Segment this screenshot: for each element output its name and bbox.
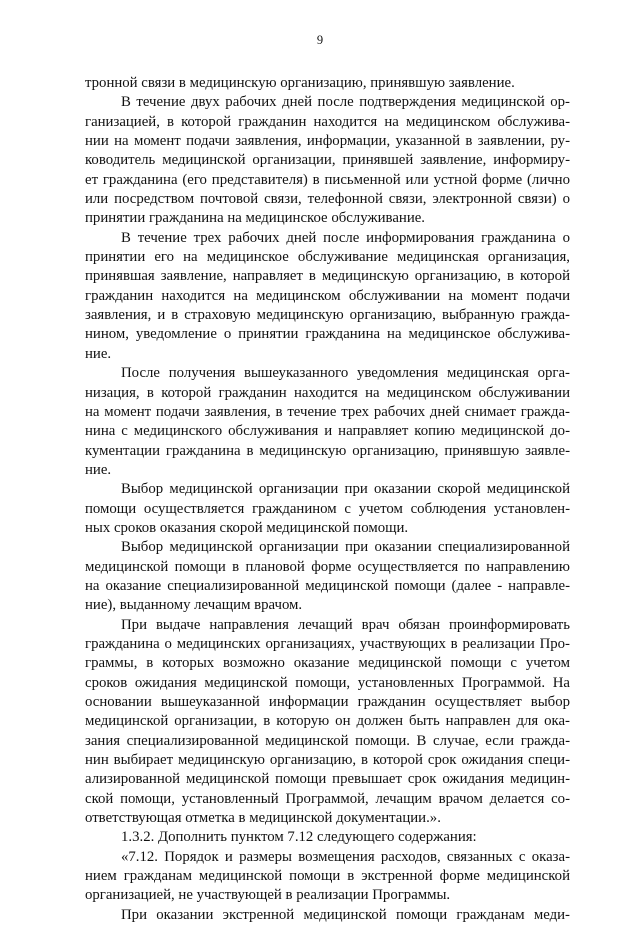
text-line: тронной связи в медицинскую организацию, принявшую заявление.: [85, 75, 515, 91]
text-line: гражданина о медицинских организациях, участвующих в реализации Про-: [85, 635, 570, 652]
page-number: 9: [316, 33, 324, 47]
text-line: на момент подачи заявления, в течение трех рабочих дней снимает гражда-: [85, 403, 570, 420]
text-line: Выбор медицинской организации при оказании специализированной: [121, 539, 570, 556]
text-line: заявления, и в страховую медицинскую организацию, выбранную гражда-: [85, 307, 570, 324]
text-line: сроков ожидания медицинской помощи, установленных Программой. На: [85, 674, 570, 691]
text-line: Выбор медицинской организации при оказании скорой медицинской: [121, 481, 570, 498]
text-line: При выдаче направления лечащий врач обязан проинформировать: [121, 616, 570, 633]
text-line: ской помощи, установленный Программой, лечащим врачом делается со-: [85, 790, 570, 807]
text-line: организацией, не участвующей в реализации Программы.: [85, 887, 451, 904]
text-line: нина с медицинского обслуживания и направляет копию медицинской до-: [85, 423, 570, 440]
text-line: В течение трех рабочих дней после информирования гражданина о: [121, 229, 570, 246]
text-line: на оказание специализированной медицинской помощи (далее - направле-: [85, 577, 570, 594]
text-line: «7.12. Порядок и размеры возмещения расходов, связанных с оказа-: [121, 848, 570, 865]
text-line: нином, уведомление о принятии гражданина на медицинское обслужива-: [85, 326, 570, 343]
text-line: В течение двух рабочих дней после подтверждения медицинской ор-: [121, 94, 570, 111]
text-line: нии на момент подачи заявления, информации, указанной в заявлении, ру-: [85, 133, 570, 150]
text-line: После получения вышеуказанного уведомления медицинская орга-: [121, 365, 570, 382]
text-line: зания специализированной медицинской помощи. В случае, если гражда-: [85, 732, 570, 749]
text-line: ние.: [85, 345, 112, 362]
text-line: гражданин находится на медицинском обслуживании на момент подачи: [85, 287, 570, 304]
text-line: При оказании экстренной медицинской помощи гражданам меди-: [121, 906, 570, 923]
text-line: принятии гражданина на медицинское обслуживание.: [85, 210, 426, 227]
text-line: ответствующая отметка в медицинской документации.».: [85, 810, 441, 827]
text-line: ководитель медицинской организации, принявшей заявление, информиру-: [85, 152, 570, 169]
text-line: принятии его на медицинское обслуживание медицинская организация,: [85, 249, 570, 266]
text-line: ализированной медицинской помощи превышает срок ожидания медицин-: [85, 771, 570, 788]
text-line: принявшая заявление, направляет в медицинскую организацию, в которой: [85, 268, 570, 285]
text-line: нин выбирает медицинскую организацию, в которой срок ожидания специ-: [85, 752, 570, 769]
text-line: ние.: [85, 461, 112, 478]
text-line: или посредством почтовой связи, телефонной связи, электронной связи) о: [85, 191, 570, 208]
text-line: основании вышеуказанной информации гражданин осуществляет выбор: [85, 694, 570, 710]
text-line: кументации гражданина в медицинскую организацию, принявшую заявле-: [85, 442, 570, 459]
text-line: ганизацией, в которой гражданин находится на медицинском обслужива-: [85, 113, 570, 130]
text-line: ет гражданина (его представителя) в письменной или устной форме (лично: [85, 171, 570, 188]
text-line: ных сроков оказания скорой медицинской помощи.: [85, 519, 409, 536]
text-line: граммы, в которых возможно оказание медицинской помощи с учетом: [85, 655, 570, 672]
text-line: медицинской организации, в которую он должен быть направлен для ока-: [85, 713, 570, 730]
text-line: ние), выданному лечащим врачом.: [85, 597, 303, 614]
text-line: 1.3.2. Дополнить пунктом 7.12 следующего содержания:: [121, 829, 477, 846]
text-line: нием гражданам медицинской помощи в экстренной форме медицинской: [85, 868, 570, 885]
document-body: [85, 74, 570, 925]
text-line: помощи осуществляется гражданином с учетом соблюдения установлен-: [85, 500, 570, 517]
text-line: низация, в которой гражданин находится на медицинском обслуживании: [85, 384, 570, 401]
text-line: медицинской помощи в плановой форме осуществляется по направлению: [85, 558, 570, 575]
